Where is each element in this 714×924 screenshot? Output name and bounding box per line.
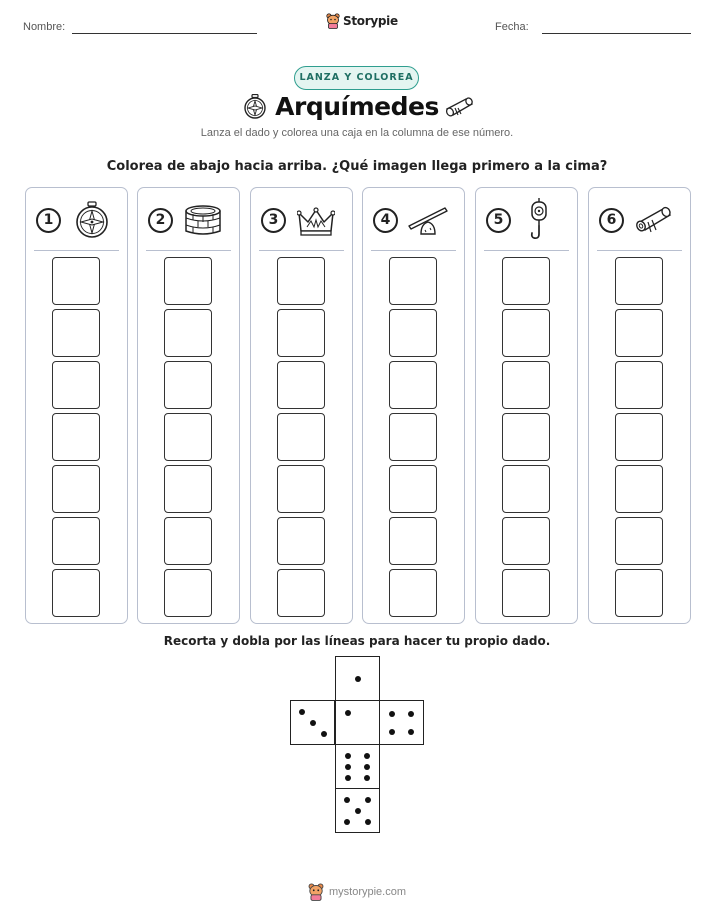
column-divider: [146, 250, 231, 251]
die-pip: [408, 729, 414, 735]
die-pip: [345, 775, 351, 781]
column-number: 4: [373, 208, 398, 233]
compass-icon: [74, 201, 110, 243]
color-box[interactable]: [615, 257, 663, 305]
column-3: [250, 187, 353, 624]
lever-icon: [407, 206, 449, 240]
color-box[interactable]: [615, 361, 663, 409]
die-pip: [355, 676, 361, 682]
column-number: 5: [486, 208, 511, 233]
color-box[interactable]: [164, 569, 212, 617]
bear-icon: [326, 13, 340, 29]
die-face-1: [335, 700, 380, 745]
color-box[interactable]: [52, 361, 100, 409]
pulley-hook-icon: [528, 198, 550, 246]
coloring-instruction: Colorea de abajo hacia arriba. ¿Qué imagen llega primero a la cima?: [106, 159, 608, 174]
activity-badge: LANZA Y COLOREA: [294, 66, 419, 90]
column-4: [362, 187, 465, 624]
color-box[interactable]: [615, 569, 663, 617]
footer-url[interactable]: mystorypie.com: [329, 886, 407, 898]
scroll-icon: [444, 96, 474, 122]
color-box[interactable]: [502, 257, 550, 305]
brand-logo: [326, 13, 398, 29]
color-box[interactable]: [389, 517, 437, 565]
subtitle: Lanza el dado y colorea una caja en la columna de ese número.: [200, 127, 514, 139]
color-box[interactable]: [277, 309, 325, 357]
die-pip: [310, 720, 316, 726]
color-box[interactable]: [502, 569, 550, 617]
color-box[interactable]: [277, 413, 325, 461]
die-pip: [364, 753, 370, 759]
footer: [308, 883, 406, 901]
color-box[interactable]: [164, 361, 212, 409]
color-box[interactable]: [52, 465, 100, 513]
color-box[interactable]: [164, 257, 212, 305]
color-box[interactable]: [502, 465, 550, 513]
die-pip: [345, 753, 351, 759]
die-face-4: [379, 700, 424, 745]
scroll-icon: [633, 205, 673, 239]
color-box[interactable]: [277, 257, 325, 305]
color-box[interactable]: [389, 465, 437, 513]
die-pip: [365, 797, 371, 803]
color-box[interactable]: [389, 569, 437, 617]
die-instruction: Recorta y dobla por las líneas para hacer tu propio dado.: [163, 634, 551, 648]
die-pip: [389, 729, 395, 735]
die-pip: [355, 808, 361, 814]
page-title: Arquímedes: [275, 92, 439, 121]
color-box[interactable]: [389, 309, 437, 357]
color-box[interactable]: [615, 517, 663, 565]
column-divider: [597, 250, 682, 251]
color-box[interactable]: [164, 465, 212, 513]
die-pip: [299, 709, 305, 715]
column-number: 2: [148, 208, 173, 233]
well-icon: [183, 205, 223, 241]
column-divider: [259, 250, 344, 251]
color-box[interactable]: [615, 465, 663, 513]
color-box[interactable]: [502, 413, 550, 461]
die-pip: [364, 764, 370, 770]
die-pip: [345, 710, 351, 716]
die-pip: [365, 819, 371, 825]
date-label: Fecha:: [495, 21, 529, 33]
color-box[interactable]: [389, 413, 437, 461]
name-label: Nombre:: [23, 21, 66, 33]
column-2: [137, 187, 240, 624]
color-box[interactable]: [52, 569, 100, 617]
column-number: 3: [261, 208, 286, 233]
color-box[interactable]: [277, 517, 325, 565]
column-number: 1: [36, 208, 61, 233]
date-line: [542, 33, 691, 34]
color-box[interactable]: [52, 309, 100, 357]
color-box[interactable]: [389, 257, 437, 305]
column-6: [588, 187, 691, 624]
die-pip: [345, 764, 351, 770]
die-pip: [321, 731, 327, 737]
column-divider: [34, 250, 119, 251]
die-pip: [344, 797, 350, 803]
brand-name: Storypie: [343, 14, 398, 28]
crown-icon: [297, 207, 335, 241]
die-pip: [389, 711, 395, 717]
column-1: [25, 187, 128, 624]
die-face-1: [335, 656, 380, 701]
color-box[interactable]: [52, 413, 100, 461]
color-box[interactable]: [502, 309, 550, 357]
color-box[interactable]: [277, 569, 325, 617]
name-line: [72, 33, 257, 34]
color-box[interactable]: [52, 257, 100, 305]
die-pip: [408, 711, 414, 717]
color-box[interactable]: [502, 517, 550, 565]
bear-icon: [308, 883, 324, 901]
color-box[interactable]: [502, 361, 550, 409]
die-pip: [344, 819, 350, 825]
color-box[interactable]: [615, 309, 663, 357]
column-divider: [484, 250, 569, 251]
column-number: 6: [599, 208, 624, 233]
color-box[interactable]: [164, 309, 212, 357]
color-box[interactable]: [164, 517, 212, 565]
column-5: [475, 187, 578, 624]
color-box[interactable]: [389, 361, 437, 409]
color-box[interactable]: [615, 413, 663, 461]
color-box[interactable]: [164, 413, 212, 461]
color-box[interactable]: [277, 361, 325, 409]
die-pip: [364, 775, 370, 781]
die-face-3: [290, 700, 335, 745]
color-box[interactable]: [52, 517, 100, 565]
color-box[interactable]: [277, 465, 325, 513]
column-divider: [371, 250, 456, 251]
die-face-5: [335, 788, 380, 833]
die-face-6: [335, 744, 380, 789]
